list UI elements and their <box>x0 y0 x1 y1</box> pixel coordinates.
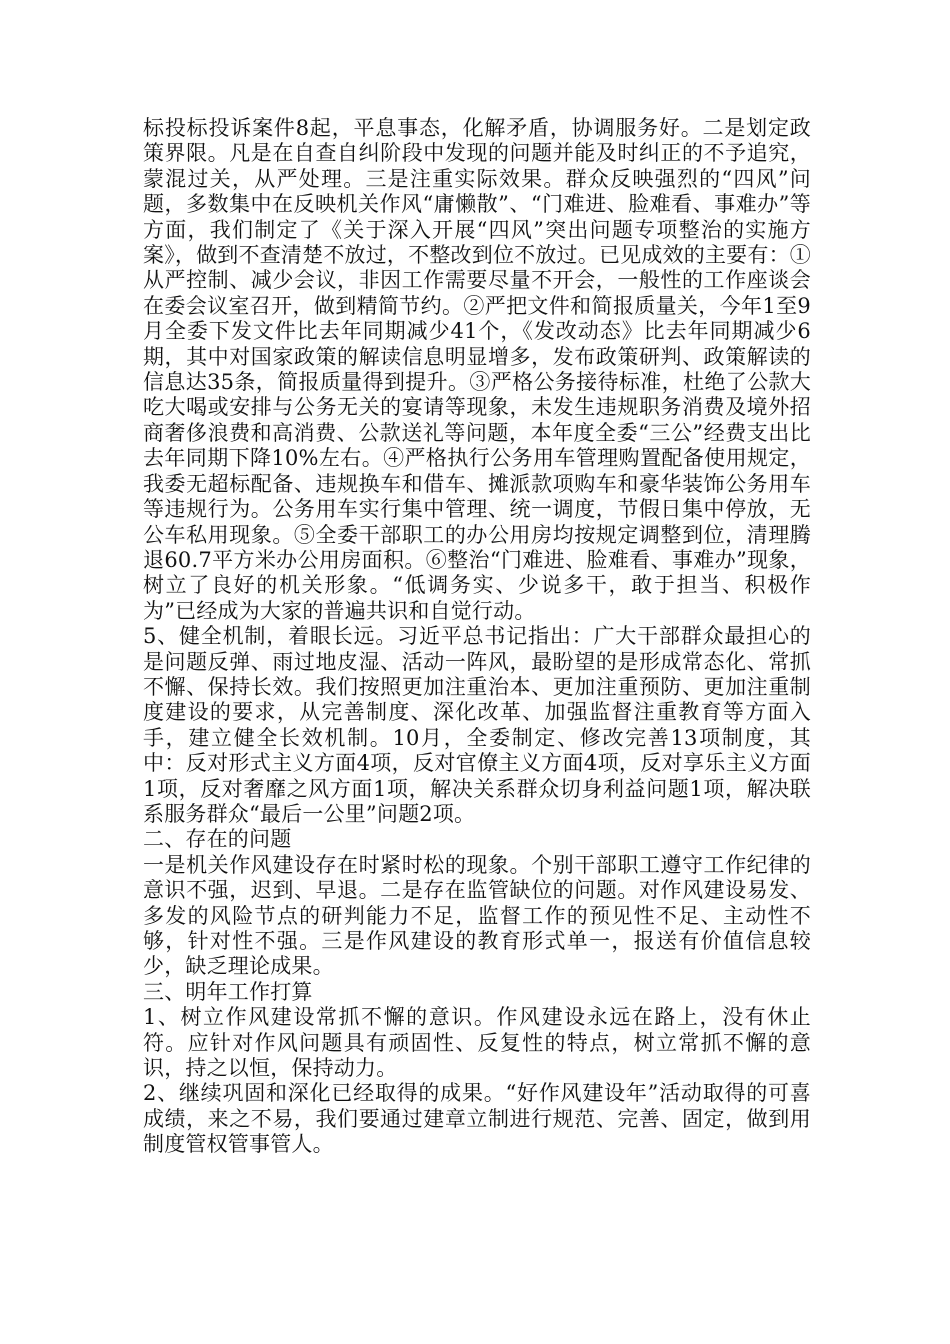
section-heading-next-year-plan: 三、明年工作打算 <box>143 979 313 1004</box>
paragraph-plan-item-2: 2、继续巩固和深化已经取得的成果。“好作风建设年”活动取得的可喜成绩，来之不易，我们要通过建章立制进行规范、完善、固定，做到用制度管权管事管人。 <box>143 1081 811 1157</box>
paragraph-existing-problems: 一是机关作风建设存在时紧时松的现象。个别干部职工遵守工作纪律的意识不强，迟到、早退。二是存在监管缺位的问题。对作风建设易发、多发的风险节点的研判能力不足，监督工作的预见性不足、主动性不够，针对性不强。三是作风建设的教育形式单一，报送有价值信息较少，缺乏理论成果。 <box>143 852 811 979</box>
paragraph-plan-item-1: 1、树立作风建设常抓不懈的意识。作风建设永远在路上，没有休止符。应针对作风问题具有顽固性、反复性的特点，树立常抓不懈的意识，持之以恒，保持动力。 <box>143 1005 811 1081</box>
paragraph-long-term-mechanism: 5、健全机制，着眼长远。习近平总书记指出：广大干部群众最担心的是问题反弹、雨过地皮湿、活动一阵风，最盼望的是形成常态化、常抓不懈、保持长效。我们按照更加注重治本、更加注重预防、更加注重制度建设的要求，从完善制度、深化改革、加强监督注重教育等方面入手，建立健全长效机制。10月，全委制定、修改完善13项制度，其中：反对形式主义方面4项，反对官僚主义方面4项，反对享乐主义方面1项，反对奢靡之风方面1项，解决关系群众切身利益问题1项，解决联系服务群众“最后一公里”问题2项。 <box>143 624 811 826</box>
document-page <box>143 116 811 1158</box>
section-heading-existing-problems: 二、存在的问题 <box>143 827 292 852</box>
paragraph-style-rectification: 标投标投诉案件8起，平息事态，化解矛盾，协调服务好。二是划定政策界限。凡是在自查自纠阶段中发现的问题并能及时纠正的不予追究，蒙混过关，从严处理。三是注重实际效果。群众反映强烈的“四风”问题，多数集中在反映机关作风“庸懒散”、“门难进、脸难看、事难办”等方面，我们制定了《关于深入开展“四风”突出问题专项整治的实施方案》，做到不查清楚不放过，不整改到位不放过。已见成效的主要有：①从严控制、减少会议，非因工作需要尽量不开会，一般性的工作座谈会在委会议室召开，做到精简节约。②严把文件和简报质量关，今年1至9月全委下发文件比去年同期减少41个，《发改动态》比去年同期减少6期，其中对国家政策的解读信息明显增多，发布政策研判、政策解读的信息达35条，简报质量得到提升。③严格公务接待标准，杜绝了公款大吃大喝或安排与公务无关的宴请等现象，未发生违规职务消费及境外招商奢侈浪费和高消费、公款送礼等问题，本年度全委“三公”经费支出比去年同期下降10%左右。④严格执行公务用车管理购置配备使用规定，我委无超标配备、违规换车和借车、摊派款项购车和豪华装饰公务用车等违规行为。公务用车实行集中管理、统一调度，节假日集中停放，无公车私用现象。⑤全委干部职工的办公用房均按规定调整到位，清理腾退60.7平方米办公用房面积。⑥整治“门难进、脸难看、事难办”现象，树立了良好的机关形象。“低调务实、少说多干，敢于担当、积极作为”已经成为大家的普遍共识和自觉行动。 <box>143 116 811 623</box>
